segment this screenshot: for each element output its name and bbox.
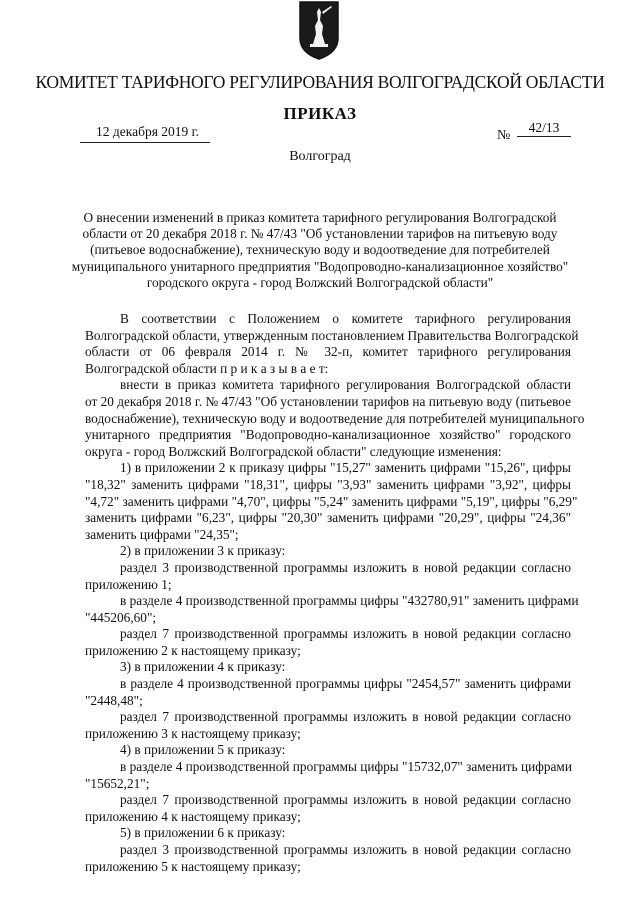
subject-line: (питьевое водоснабжение), техническую воду и водоотведение для потребителей [90, 242, 550, 258]
body-line: в разделе 4 производственной программы цифры "15732,07" заменить цифрами [120, 759, 572, 775]
body-line: 4) в приложении 5 к приказу: [120, 742, 286, 758]
body-line: 2) в приложении 3 к приказу: [120, 543, 286, 559]
body-line: "2448,48"; [85, 692, 143, 708]
body-line: водоснабжение), техническую воду и водоотведение для потребителей муниципального [85, 410, 585, 426]
body-line: раздел 7 производственной программы изложить в новой редакции согласно [120, 792, 571, 808]
body-line: 3) в приложении 4 к приказу: [120, 659, 286, 675]
body-line: внести в приказ комитета тарифного регулирования Волгоградской области [120, 377, 571, 393]
order-number-sign: № [497, 128, 511, 143]
subject-line: области от 20 декабря 2018 г. № 47/43 "Об установлении тарифов на питьевую воду [82, 226, 558, 242]
body-line: области от 06 февраля 2014 г. № 32-п, комитет тарифного регулирования [85, 344, 571, 360]
body-line: унитарного предприятия "Водопроводно-канализационное хозяйство" городского [85, 427, 571, 443]
body-line: раздел 3 производственной программы изложить в новой редакции согласно [120, 559, 571, 575]
date-underline [80, 142, 210, 143]
body-line: округа - город Волжский Волгоградской области" следующие изменения: [85, 443, 502, 459]
body-line: раздел 7 производственной программы изложить в новой редакции согласно [120, 626, 571, 642]
body-line: 5) в приложении 6 к приказу: [120, 825, 286, 841]
body-line: раздел 3 производственной программы изложить в новой редакции согласно [120, 842, 571, 857]
body-line: от 20 декабря 2018 г. № 47/43 "Об установлении тарифов на питьевую воду (питьевое [85, 393, 571, 409]
body-line: приложению 2 к настоящему приказу; [85, 642, 301, 658]
subject-line: городского округа - город Волжский Волгоградской области" [146, 274, 494, 290]
committee-name: КОМИТЕТ ТАРИФНОГО РЕГУЛИРОВАНИЯ ВОЛГОГРАДСКОЙ ОБЛАСТИ [35, 72, 605, 92]
body-line: приложению 1; [85, 576, 172, 592]
body-line: в разделе 4 производственной программы цифры "432780,91" заменить цифрами [120, 593, 579, 609]
document-title: ПРИКАЗ [283, 104, 357, 123]
body-line: Волгоградской области, утвержденным постановлением Правительства Волгоградской [85, 327, 579, 343]
body-line: "18,32" заменить цифрами "18,31", цифры "3,93" заменить цифрами "3,92", цифры [85, 476, 571, 492]
order-number: 42/13 [528, 120, 560, 135]
coat-of-arms-icon [298, 0, 340, 60]
body-line: приложению 5 к настоящему приказу; [85, 858, 301, 874]
body-line: приложению 4 к настоящему приказу; [85, 808, 301, 824]
body-line: Волгоградской области п р и к а з ы в а е т: [85, 360, 329, 376]
subject-line: муниципального унитарного предприятия "Водопроводно-канализационное хозяйство" [71, 258, 569, 274]
order-body [85, 311, 585, 875]
order-subject [70, 210, 570, 291]
number-underline [517, 136, 571, 137]
city-name: Волгоград [289, 149, 351, 164]
order-date: 12 декабря 2019 г. [96, 124, 200, 139]
body-line: В соответствии с Положением о комитете тарифного регулирования [120, 311, 571, 326]
body-line: раздел 7 производственной программы изложить в новой редакции согласно [120, 709, 571, 725]
body-line: заменить цифрами "24,35"; [85, 526, 239, 542]
body-line: 1) в приложении 2 к приказу цифры "15,27" заменить цифрами "15,26", цифры [120, 460, 571, 476]
body-line: приложению 3 к настоящему приказу; [85, 725, 301, 741]
body-line: заменить цифрами "6,23", цифры "20,30" заменить цифрами "20,29", цифры "24,36" [85, 510, 571, 526]
subject-line: О внесении изменений в приказ комитета тарифного регулирования Волгоградской [83, 210, 557, 225]
body-line: "15652,21"; [85, 775, 150, 791]
body-line: "445206,60"; [85, 609, 157, 625]
body-line: в разделе 4 производственной программы цифры "2454,57" заменить цифрами [120, 676, 571, 692]
body-line: "4,72" заменить цифрами "4,70", цифры "5,24" заменить цифрами "5,19", цифры "6,29" [85, 493, 578, 509]
